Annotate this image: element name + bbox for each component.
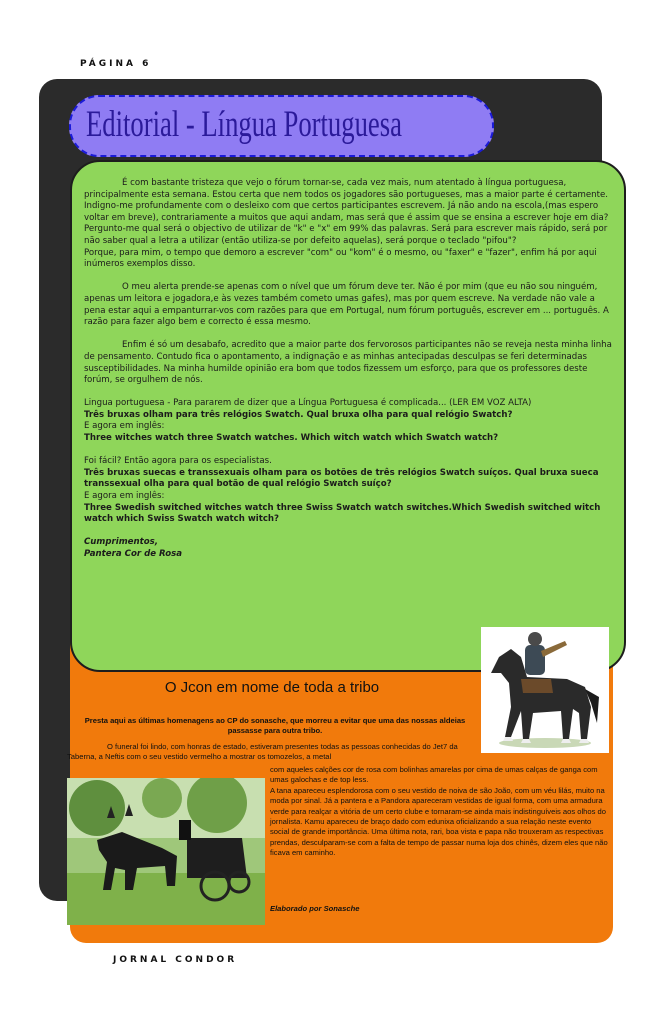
tongue-twister-pt: Três bruxas suecas e transsexuais olham para os botões de três relógios Swatch suíços. Qual bruxa sueca transsexual olha para qual botão de qual relógio Swatch suíço?	[84, 467, 599, 490]
article-signature: Elaborado por Sonasche	[270, 904, 360, 913]
tongue-twister-pt: Três bruxas olham para três relógios Swatch. Qual bruxa olha para qual relógio Swatch?	[84, 409, 513, 420]
article-paragraph: A tana apareceu esplendorosa com o seu vestido de noiva de são João, com um véu lilás, muito na moda por sinal. Já a pantera e a Pandora apareceram vestidas de igual forma, com uma armadura verde para realçar a vitória de um certo clube e tornaram-se ainda mais indistinguíveis aos olhos do jornalista. Kamu apareceu de braço dado com edunixa oficializando a sua relação neste evento social de grande importância. Uma última nota, rari, boa vista e papa não trouxeram as respectivas prendas, desculparam-se com a falta de tempo de passar numa loja dos chinês, dizem eles que não ficava em caminho.	[270, 785, 608, 858]
article-paragraph: O funeral foi lindo, com honras de estado, estiveram presentes todas as pessoas conhecidas do Jet7 da Taberna, a Neftis com o seu vestido vermelho a mostrar os tomozelos, a metal	[67, 742, 458, 762]
editorial-text	[84, 178, 612, 561]
article-body-column	[270, 765, 610, 859]
editorial-paragraph: Enfim é só um desabafo, acredito que a maior parte dos fervorosos participantes não se reveja nesta minha linha de pensamento. Contudo fica o apontamento, a indignação e as minhas antecipadas desculpas se feri determinadas susceptibilidades. Na minha humilde opinião era bom que todos fizessem um esforço, para que os professores deste forúm, se orgulhem de nós.	[84, 340, 612, 386]
tongue-twister-en: Three witches watch three Swatch watches. Which witch watch which Swatch watch?	[84, 433, 499, 444]
editorial-signature-name: Pantera Cor de Rosa	[84, 549, 183, 559]
knight-on-horse-image	[481, 627, 609, 753]
editorial-signature-line: Cumprimentos,	[84, 537, 159, 548]
editorial-paragraph: Porque, para mim, o tempo que demoro a escrever "com" ou "kom" é o mesmo, ou "faxer" e "fazer", enfim há por aqui inúmeros exemplos disso.	[84, 247, 597, 270]
tongue-twister-en: Three Swedish switched witches watch three Swiss Swatch watch switches.Which Swedish switched witch watch which Swiss Swatch watch witch?	[84, 502, 601, 525]
funeral-carriage-photo	[67, 778, 265, 925]
editorial-paragraph: E agora em inglês:	[84, 421, 165, 432]
page-number: PÁGINA 6	[80, 59, 152, 69]
article-title: O Jcon em nome de toda a tribo	[164, 679, 380, 696]
editorial-paragraph: Foi fácil? Então agora para os especialistas.	[84, 456, 272, 467]
editorial-paragraph: Lingua portuguesa - Para pararem de dizer que a Língua Portuguesa é complicada... (LER EM VOZ ALTA)	[84, 398, 532, 409]
editorial-panel	[70, 160, 626, 672]
editorial-paragraph: O meu alerta prende-se apenas com o nível que um fórum deve ter. Não é por mim (que eu não sou ninguém, apenas um leitora e jogadora,e às vezes também cometo umas gafes), mas por quem escreve. Na verdade não vale a pena estar aqui a empanturrar-vos com razões para que em Portugal, num fórum português, escrever em ... português. A razão para fazer algo bem e correcto é essa mesmo.	[84, 282, 609, 328]
editorial-paragraph: E agora em inglês:	[84, 491, 165, 502]
editorial-title-box	[69, 95, 494, 157]
editorial-paragraph: É com bastante tristeza que vejo o fórum tornar-se, cada vez mais, num atentado à língua portuguesa, principalmente esta semana. Estou certa que nem todos os jogadores são portugueses, mas a maior parte é certamente. Indigno-me profundamente com o desleixo com que certos participantes escrevem. Já não ando na escola,(mas espero voltar em breve), contrariamente a muitos que aqui andam, mas será que é assim que se ensina a escrever hoje em dia?	[84, 178, 609, 223]
article-paragraph: com aqueles calções cor de rosa com bolinhas amarelas por cima de umas calças de ganga com umas galochas e de top less.	[270, 765, 598, 785]
journal-name: JORNAL CONDOR	[113, 955, 238, 965]
editorial-paragraph: Pergunto-me qual será o objectivo de utilizar de "k" e "x" em 99% das palavras. Será para escrever mais rápido, será por não saber qual a letra a utilizar (então utiliza-se por defeito aquelas), será porque o teclado "pifou"?	[84, 224, 608, 246]
editorial-title: Editorial - Língua Portuguesa	[86, 104, 402, 145]
article-intro: Presta aqui as últimas homenagens ao CP do sonasche, que morreu a evitar que uma das nossas aldeias passasse para outra tribo.	[84, 716, 466, 735]
article-body	[67, 742, 480, 763]
